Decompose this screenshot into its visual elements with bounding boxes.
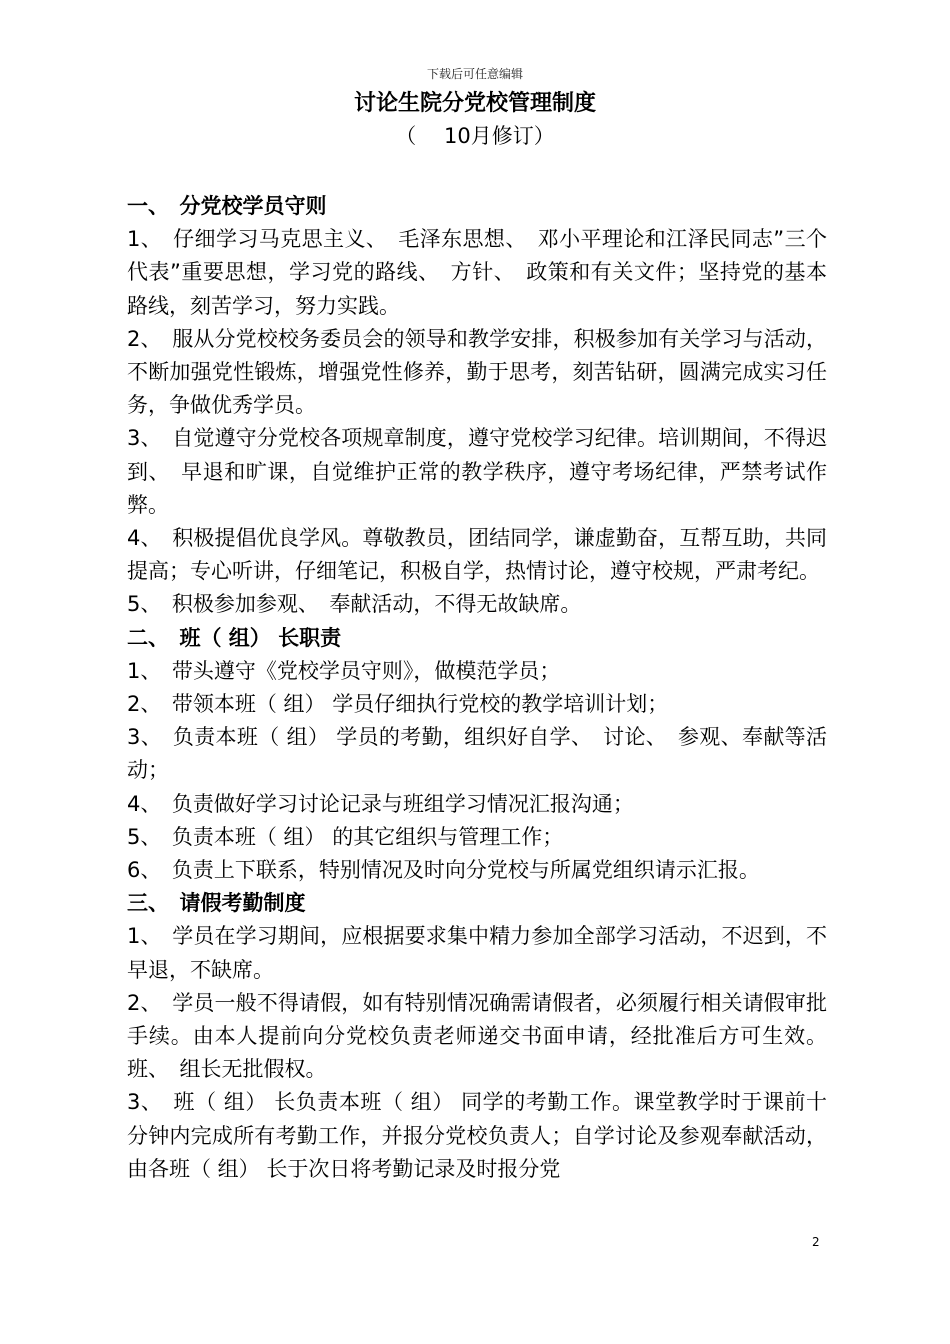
document-subtitle: （ 10月修订） xyxy=(395,124,555,148)
document-body xyxy=(127,190,827,1186)
paragraph: 4、 积极提倡优良学风。尊敬教员，团结同学，谦虚勤奋，互帮互助，共同提高；专心听讲，仔细笔记，积极自学，热情讨论，遵守校规，严肃考纪。 xyxy=(127,526,827,584)
section-heading: 一、 分党校学员守则 xyxy=(127,194,327,218)
paragraph: 1、 带头遵守《党校学员守则》，做模范学员； xyxy=(127,658,561,683)
page-number: 2 xyxy=(812,1235,820,1249)
paragraph: 3、 自觉遵守分党校各项规章制度，遵守党校学习纪律。培训期间，不得迟到、 早退和旷课，自觉维护正常的教学秩序，遵守考场纪律，严禁考试作弊。 xyxy=(127,426,827,517)
paragraph: 1、 仔细学习马克思主义、 毛泽东思想、 邓小平理论和江泽民同志”三个代表”重要思想，学习党的路线、 方针、 政策和有关文件；坚持党的基本路线，刻苦学习，努力实践。 xyxy=(127,227,827,318)
section-leave-attendance xyxy=(127,887,827,1186)
paragraph: 2、 学员一般不得请假，如有特别情况确需请假者，必须履行相关请假审批手续。由本人提前向分党校负责老师递交书面申请，经批准后方可生效。班、 组长无批假权。 xyxy=(127,990,827,1082)
paragraph: 2、 带领本班（ 组） 学员仔细执行党校的教学培训计划； xyxy=(127,692,669,717)
paragraph: 5、 积极参加参观、 奉献活动，不得无故缺席。 xyxy=(127,592,582,617)
paragraph: 2、 服从分党校校务委员会的领导和教学安排，积极参加有关学习与活动，不断加强党性锻炼，增强党性修养，勤于思考，刻苦钻研，圆满完成实习任务，争做优秀学员。 xyxy=(127,326,827,418)
section-group-leader-duties xyxy=(127,622,827,888)
document-title: 讨论生院分党校管理制度 xyxy=(353,91,596,116)
section-student-rules xyxy=(127,190,827,622)
paragraph: 3、 班（ 组） 长负责本班（ 组） 同学的考勤工作。课堂教学时于课前十分钟内完成所有考勤工作，并报分党校负责人；自学讨论及参观奉献活动，由各班（ 组） 长于次日将考勤记录及时报分党 xyxy=(127,1090,827,1181)
paragraph: 6、 负责上下联系，特别情况及时向分党校与所属党组织请示汇报。 xyxy=(127,858,760,883)
paragraph: 3、 负责本班（ 组） 学员的考勤，组织好自学、 讨论、 参观、奉献等活动； xyxy=(127,725,827,783)
header-note: 下载后可任意编辑 xyxy=(426,67,523,81)
paragraph: 1、 学员在学习期间，应根据要求集中精力参加全部学习活动，不迟到，不早退，不缺席。 xyxy=(127,924,827,982)
paragraph: 4、 负责做好学习讨论记录与班组学习情况汇报沟通； xyxy=(127,791,634,816)
paragraph: 5、 负责本班（ 组） 的其它组织与管理工作； xyxy=(127,824,564,849)
section-heading: 三、 请假考勤制度 xyxy=(127,891,306,916)
section-heading: 二、 班（ 组） 长职责 xyxy=(127,625,342,650)
